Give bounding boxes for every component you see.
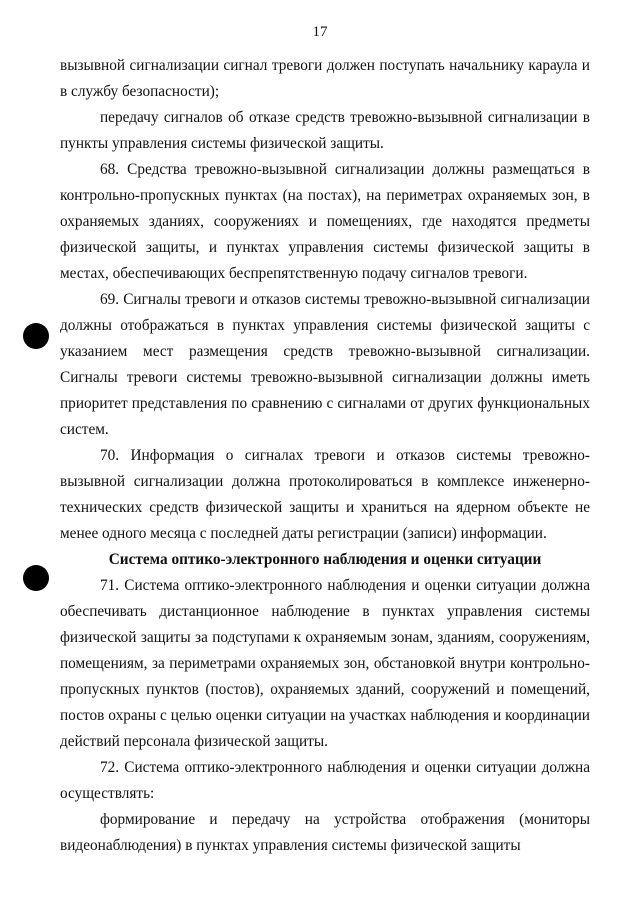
section-heading: Система оптико-электронного наблюдения и оценки ситуации	[108, 551, 542, 568]
paragraph-71: 71. Система оптико-электронного наблюдения и оценки ситуации должна обеспечивать дистанционное наблюдение в пунктах управления системы физической защиты за подступами к охраняемым зонам, зданиям, сооружениям, помещениям, за периметрами охраняемых зон, обстановкой внутри контрольно-пропускных пунктов (постов), охраняемых зданий, сооружений и помещений, постов охраны с целью оценки ситуации на участках наблюдения и координации действий персонала физической защиты.	[60, 577, 590, 750]
paragraph-continuation: вызывной сигнализации сигнал тревоги должен поступать начальнику караула и в службу безопасности);	[60, 57, 590, 100]
paragraph-69: 69. Сигналы тревоги и отказов системы тревожно-вызывной сигнализации должны отображаться в пунктах управления системы физической защиты с указанием мест размещения средств тревожно-вызывной сигнализации. Сигналы тревоги системы тревожно-вызывной сигнализации должны иметь приоритет представления по сравнению с сигналами от других функциональных систем.	[60, 291, 590, 438]
document-body	[60, 53, 590, 859]
paragraph-signal-transfer: передачу сигналов об отказе средств тревожно-вызывной сигнализации в пункты управления системы физической защиты.	[60, 109, 590, 152]
binder-hole-bottom	[23, 565, 49, 591]
binder-hole-top	[23, 323, 49, 349]
page-number: 17	[312, 24, 328, 40]
paragraph-68: 68. Средства тревожно-вызывной сигнализации должны размещаться в контрольно-пропускных пунктах (на постах), на периметрах охраняемых зон, в охраняемых зданиях, сооружениях и помещениях, где находятся предметы физической защиты, и пунктах управления системы физической защиты в местах, обеспечивающих беспрепятственную подачу сигналов тревоги.	[60, 161, 590, 282]
paragraph-70: 70. Информация о сигналах тревоги и отказов системы тревожно-вызывной сигнализации должна протоколироваться в комплексе инженерно-технических средств физической защиты и храниться на ядерном объекте не менее одного месяца с последней даты регистрации (записи) информации.	[60, 447, 590, 542]
paragraph-formation: формирование и передачу на устройства отображения (мониторы видеонаблюдения) в пунктах управления системы физической защиты	[60, 811, 590, 854]
paragraph-72: 72. Система оптико-электронного наблюдения и оценки ситуации должна осуществлять:	[60, 759, 590, 802]
